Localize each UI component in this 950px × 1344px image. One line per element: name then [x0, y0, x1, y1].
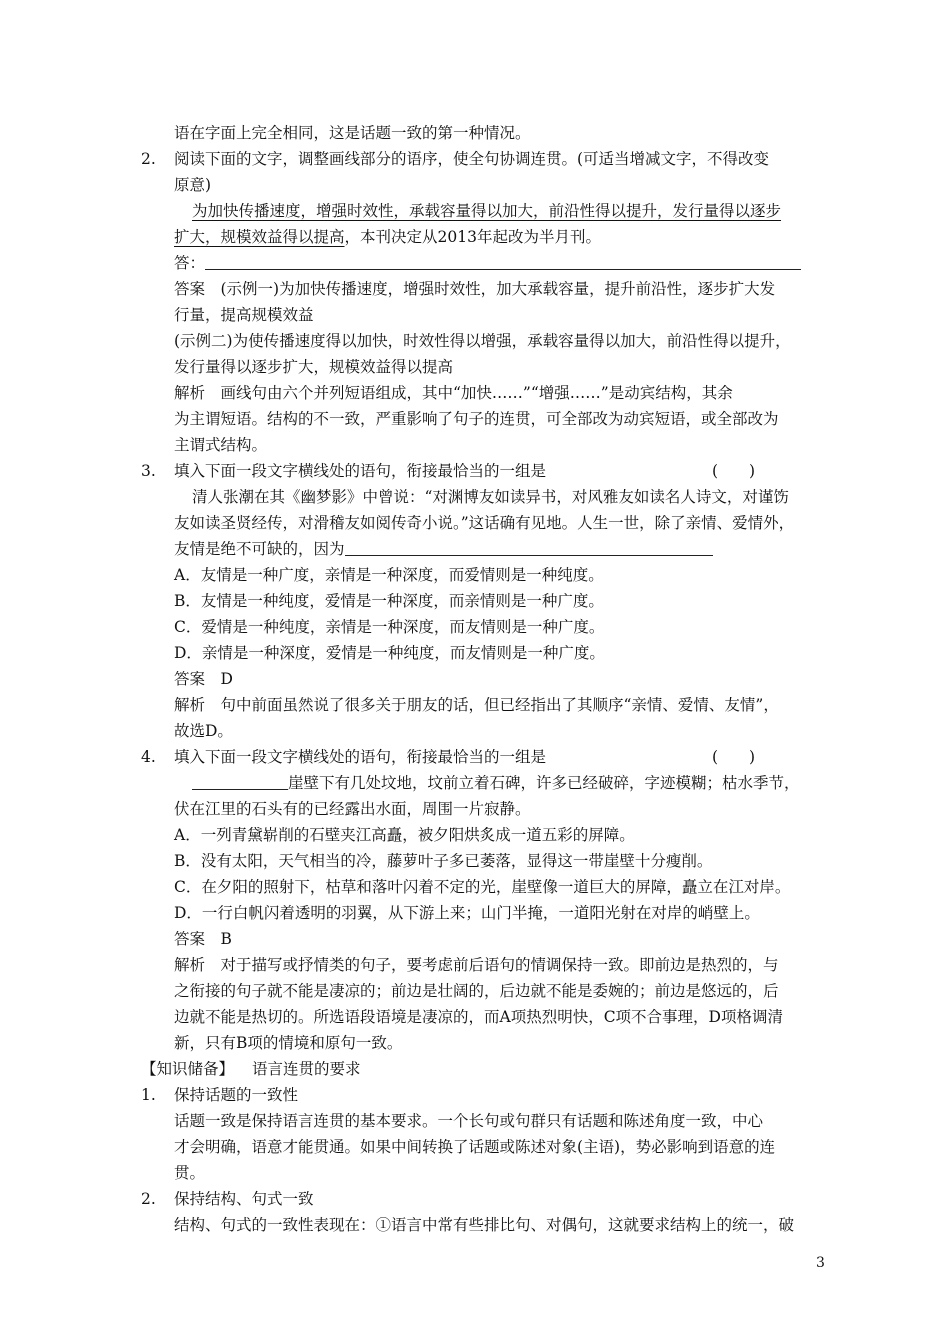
q2-answer-row — [174, 250, 801, 276]
page-number: 3 — [816, 1255, 825, 1271]
intro-line: 语在字面上完全相同，这是话题一致的第一种情况。 — [174, 124, 531, 142]
q3-option-b: B．友情是一种纯度，爱情是一种深度，而亲情则是一种广度。 — [174, 592, 604, 610]
q3-analysis-line2: 故选D。 — [174, 722, 233, 740]
q2-answer-line1: 答案 (示例一)为加快传播速度，增强时效性，加大承载容量，提升前沿性，逐步扩大发 — [174, 280, 776, 298]
q4-number: 4. — [141, 748, 156, 766]
q4-option-a: A．一列青黛崭削的石壁夹江高矗，被夕阳烘炙成一道五彩的屏障。 — [174, 826, 635, 844]
q4-analysis-line3: 边就不能是热切的。所选语段语境是凄凉的，而A项热烈明快，C项不合事理，D项格调清 — [174, 1008, 783, 1026]
knowledge-item1-title: 保持话题的一致性 — [174, 1086, 299, 1104]
q3-option-d: D．亲情是一种深度，爱情是一种纯度，而友情则是一种广度。 — [174, 644, 605, 662]
knowledge-item2-number: 2. — [141, 1190, 156, 1208]
q2-prompt-line2: 原意) — [174, 176, 212, 194]
q4-passage-line2: 伏在江里的石头有的已经露出水面，周围一片寂静。 — [174, 800, 531, 818]
q2-prompt-line1: 阅读下面的文字，调整画线部分的语序，使全句协调连贯。(可适当增减文字，不得改变 — [174, 150, 770, 168]
q4-analysis-line4: 新，只有B项的情境和原句一致。 — [174, 1034, 403, 1052]
q3-option-a: A．友情是一种广度，亲情是一种深度，而爱情则是一种纯度。 — [174, 566, 604, 584]
q2-analysis-line1: 解析 画线句由六个并列短语组成，其中“加快……”“增强……”是动宾结构，其余 — [174, 384, 733, 402]
knowledge-title: 语言连贯的要求 — [252, 1060, 361, 1078]
q2-answer-line4: 发行量得以逐步扩大，规模效益得以提高 — [174, 358, 454, 376]
q3-number: 3. — [141, 462, 156, 480]
knowledge-item1-line3: 贯。 — [174, 1164, 206, 1182]
q4-analysis-line1: 解析 对于描写或抒情类的句子，要考虑前后语句的情调保持一致。即前边是热烈的，与 — [174, 956, 779, 974]
q3-option-c: C．爱情是一种纯度，亲情是一种深度，而友情则是一种广度。 — [174, 618, 605, 636]
q3-fill-blank[interactable] — [345, 537, 713, 556]
q4-option-b: B．没有太阳，天气相当的冷，藤萝叶子多已萎落，显得这一带崖壁十分瘦削。 — [174, 852, 713, 870]
q2-answer-line2: 行量，提高规模效益 — [174, 306, 314, 324]
knowledge-item1-number: 1. — [141, 1086, 156, 1104]
q3-passage-line3-text: 友情是绝不可缺的，因为 — [174, 540, 345, 558]
q4-passage-line1 — [192, 770, 800, 796]
q2-underlined-phrase: 扩大，规模效益得以提高 — [174, 228, 345, 246]
q2-answer-prompt: 答： — [174, 254, 206, 272]
q4-fill-blank[interactable] — [192, 771, 288, 790]
q4-option-d: D．一行白帆闪着透明的羽翼，从下游上来；山门半掩，一道阳光射在对岸的峭壁上。 — [174, 904, 760, 922]
knowledge-heading — [141, 1056, 361, 1082]
q4-analysis-line2: 之衔接的句子就不能是凄凉的；前边是壮阔的，后边就不能是委婉的；前边是悠远的，后 — [174, 982, 779, 1000]
q2-passage-line1: 为加快传播速度，增强时效性，承载容量得以加大，前沿性得以提升，发行量得以逐步 — [192, 202, 782, 220]
q2-number: 2. — [141, 150, 156, 168]
knowledge-tag: 【知识储备】 — [141, 1060, 235, 1078]
knowledge-item2-title: 保持结构、句式一致 — [174, 1190, 314, 1208]
q3-prompt: 填入下面一段文字横线处的语句，衔接最恰当的一组是 — [174, 462, 547, 480]
q2-passage-rest: ，本刊决定从2013年起改为半月刊。 — [344, 228, 601, 246]
q4-option-c: C．在夕阳的照射下，枯草和落叶闪着不定的光，崖壁像一道巨大的屏障，矗立在江对岸。 — [174, 878, 791, 896]
q4-answer-paren[interactable]: ( ) — [712, 748, 756, 766]
q3-answer: 答案 D — [174, 670, 233, 688]
q2-analysis-line3: 主谓式结构。 — [174, 436, 268, 454]
q2-answer-line3: (示例二)为使传播速度得以加快，时效性得以增强，承载容量得以加大，前沿性得以提升， — [174, 332, 791, 350]
q3-passage-line2: 友如读圣贤经传，对滑稽友如阅传奇小说。”这话确有见地。人生一世，除了亲情、爱情外， — [174, 514, 795, 532]
q3-analysis-line1: 解析 句中前面虽然说了很多关于朋友的话，但已经指出了其顺序“亲情、爱情、友情”， — [174, 696, 779, 714]
q4-passage-line1-text: 崖壁下有几处坟地，坟前立着石碑，许多已经破碎，字迹模糊；枯水季节， — [288, 774, 800, 792]
q2-answer-blank[interactable] — [205, 251, 801, 270]
q3-passage-line1: 清人张潮在其《幽梦影》中曾说：“对渊博友如读异书，对风雅友如读名人诗文，对谨饬 — [192, 488, 789, 506]
knowledge-item2-line1: 结构、句式的一致性表现在：①语言中常有些排比句、对偶句，这就要求结构上的统一，破 — [174, 1216, 795, 1234]
knowledge-item1-line1: 话题一致是保持语言连贯的基本要求。一个长句或句群只有话题和陈述角度一致，中心 — [174, 1112, 764, 1130]
q4-answer: 答案 B — [174, 930, 232, 948]
q2-analysis-line2: 为主谓短语。结构的不一致，严重影响了句子的连贯，可全部改为动宾短语，或全部改为 — [174, 410, 779, 428]
knowledge-item1-line2: 才会明确，语意才能贯通。如果中间转换了话题或陈述对象(主语)，势必影响到语意的连 — [174, 1138, 776, 1156]
q2-passage-line2 — [174, 224, 601, 250]
q3-answer-paren[interactable]: ( ) — [712, 462, 756, 480]
q4-prompt: 填入下面一段文字横线处的语句，衔接最恰当的一组是 — [174, 748, 547, 766]
q3-passage-line3 — [174, 536, 713, 562]
